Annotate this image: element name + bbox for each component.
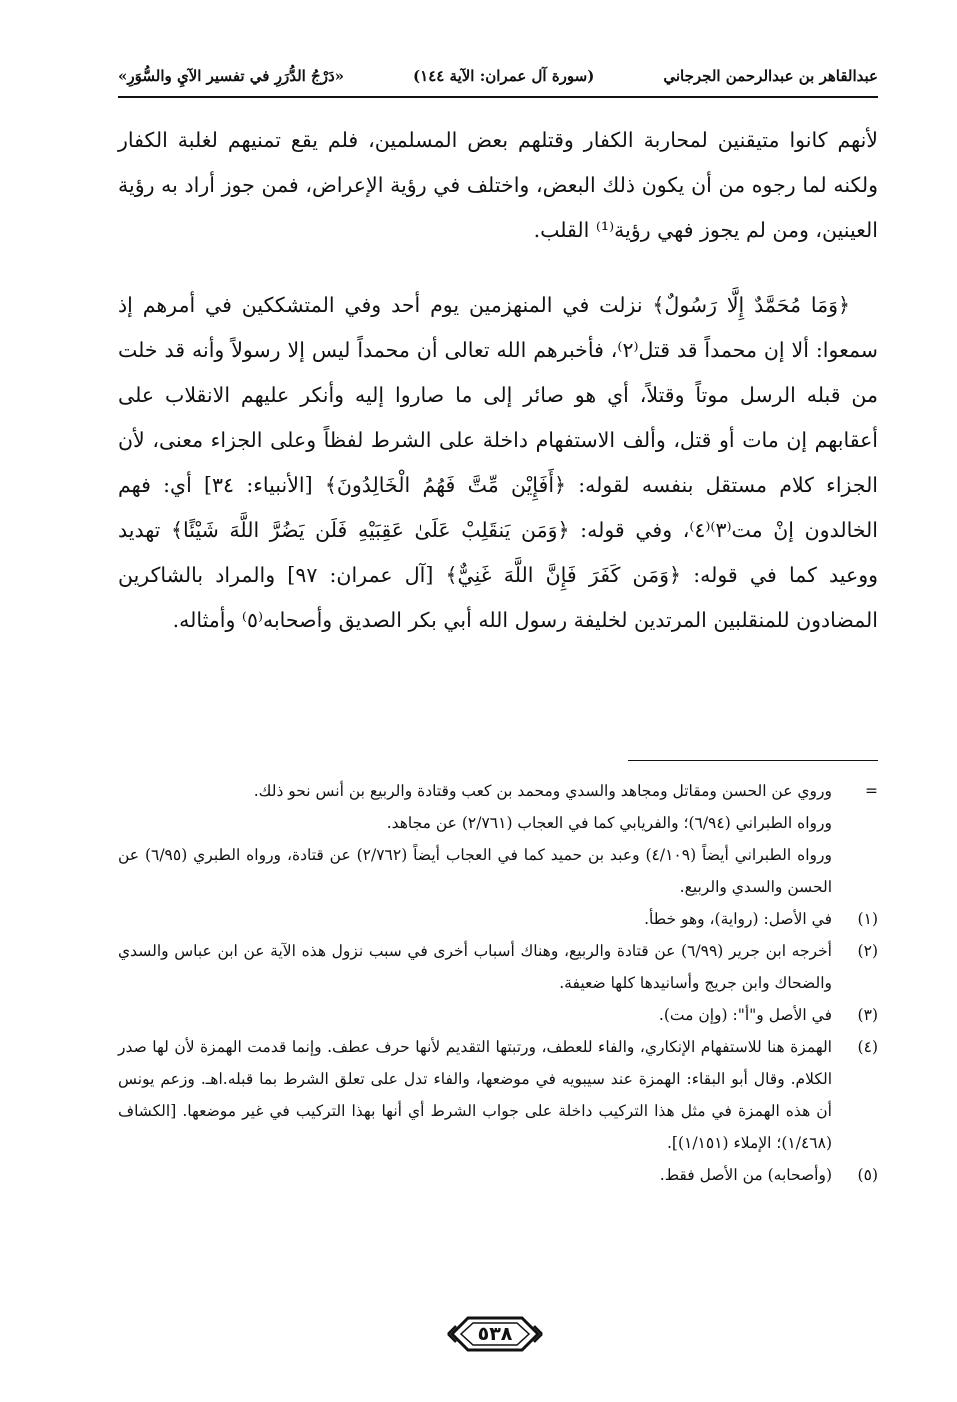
footnote-number: (٥) (857, 1166, 878, 1184)
footnote-continuation-line: ورواه الطبراني أيضاً (٤/١٠٩) وعبد بن حميد كما في العجاب أيضاً (٢/٧٦٢) عن قتادة، ورواه الطبري (٦/٩٥) عن الحسن والسدي والربيع. (118, 846, 832, 896)
footnote-text: أخرجه ابن جرير (٦/٩٩) عن قتادة والربيع، وهناك أسباب أخرى في سبب نزول هذه الآية عن ابن عباس والسدي والضحاك وابن جريج وأسانيدها كلها ضعيفة. (118, 942, 832, 992)
footnote-3 (118, 999, 878, 1031)
footnote-5 (118, 1159, 878, 1191)
footnote-number: (٢) (857, 942, 878, 960)
paragraph-2: ﴿وَمَا مُحَمَّدٌ إِلَّا رَسُولٌ﴾ نزلت في المنهزمين يوم أحد وفي المتشككين في أمرهم إذ سمعوا: ألا إن محمداً قد قتل⁽٢⁾، فأخبرهم الله تعالى أن محمداً ليس إلا رسولاً وأنه قد خلت من قبله الرسل موتاً وقتلاً، أي هو صائر إلى ما صاروا إليه وأنكر عليهم الانقلاب على أعقابهم إن مات أو قتل، وألف الاستفهام داخلة على الشرط لفظاً وعلى الجزاء معنى، لأن الجزاء كلام مستقل بنفسه لقوله: ﴿أَفَإِيْن مِّتَّ فَهُمُ الْخَالِدُونَ﴾ [الأنبياء: ٣٤] أي: فهم الخالدون إنْ مت⁽٣⁾⁽٤⁾، وفي قوله: ﴿وَمَن يَنقَلِبْ عَلَىٰ عَقِبَيْهِ فَلَن يَضُرَّ اللَّهَ شَيْئًا﴾ تهديد ووعيد كما في قوله: ﴿وَمَن كَفَرَ فَإِنَّ اللَّهَ غَنِيٌّ﴾ [آل عمران: ٩٧] والمراد بالشاكرين المضادون للمنقلبين المرتدين لخليفة رسول الله أبي بكر الصديق وأصحابه⁽٥⁾ وأمثاله. (118, 293, 879, 632)
paragraph-1: لأنهم كانوا متيقنين لمحاربة الكفار وقتلهم بعض المسلمين، فلم يقع تمنيهم لغلبة الكفار ولكنه لما رجوه من أن يكون ذلك البعض، واختلف في رؤية الإعراض، فمن جوز أراد به رؤية العينين، ومن لم يجوز فهي رؤية⁽¹⁾ القلب. (118, 128, 878, 242)
page-number: ٥٣٨ (477, 1323, 513, 1345)
footnote-number: (٣) (857, 1006, 878, 1024)
footnote-text: في الأصل: (رواية)، وهو خطأ. (644, 910, 832, 928)
footnote-text: الهمزة هنا للاستفهام الإنكاري، والفاء للعطف، ورتبتها التقديم لأنها حرف عطف. وإنما قدمت الهمزة لأن لها صدر الكلام. وقال أبو البقاء: الهمزة عند سيبويه في موضعها، والفاء تدل على تعلق الشرط بما قبله.اهـ. وزعم يونس أن هذه الهمزة في مثل هذا التركيب داخلة على جواب الشرط أي أنها بهذا التركيب في غير موضعها. [الكشاف (١/٤٦٨)؛ الإملاء (١/١٥١)]. (118, 1038, 832, 1152)
footnote-separator (628, 760, 878, 761)
footnote-2 (118, 935, 878, 999)
header-book-title: «دَرْجُ الدُّرَرِ في تفسير الآيِ والسُّوَرِ» (118, 67, 345, 85)
running-header (118, 62, 878, 90)
footnote-text: في الأصل و"أ": (وإن مت). (658, 1006, 832, 1024)
footnote-continuation-line: ورواه الطبراني (٦/٩٤)؛ والفريابي كما في العجاب (٢/٧٦١) عن مجاهد. (386, 814, 832, 832)
main-text (118, 118, 878, 643)
page-number-ornament (446, 1312, 544, 1356)
footnote-number: (١) (857, 910, 878, 928)
footnote-number: (٤) (857, 1038, 878, 1056)
header-divider (118, 96, 878, 98)
continuation-mark: = (865, 782, 878, 800)
footnote-1 (118, 903, 878, 935)
footnote-text: وروي عن الحسن ومقاتل ومجاهد والسدي ومحمد بن كعب وقتادة والربيع بن أنس نحو ذلك. (253, 782, 832, 800)
footnote-4 (118, 1031, 878, 1159)
footnote-continuation (118, 775, 878, 807)
header-surah-verse: (سورة آل عمران: الآية ١٤٤) (413, 67, 595, 85)
footnotes (118, 775, 878, 1191)
header-author: عبدالقاهر بن عبدالرحمن الجرجاني (663, 67, 878, 85)
footnote-text: (وأصحابه) من الأصل فقط. (659, 1166, 832, 1184)
